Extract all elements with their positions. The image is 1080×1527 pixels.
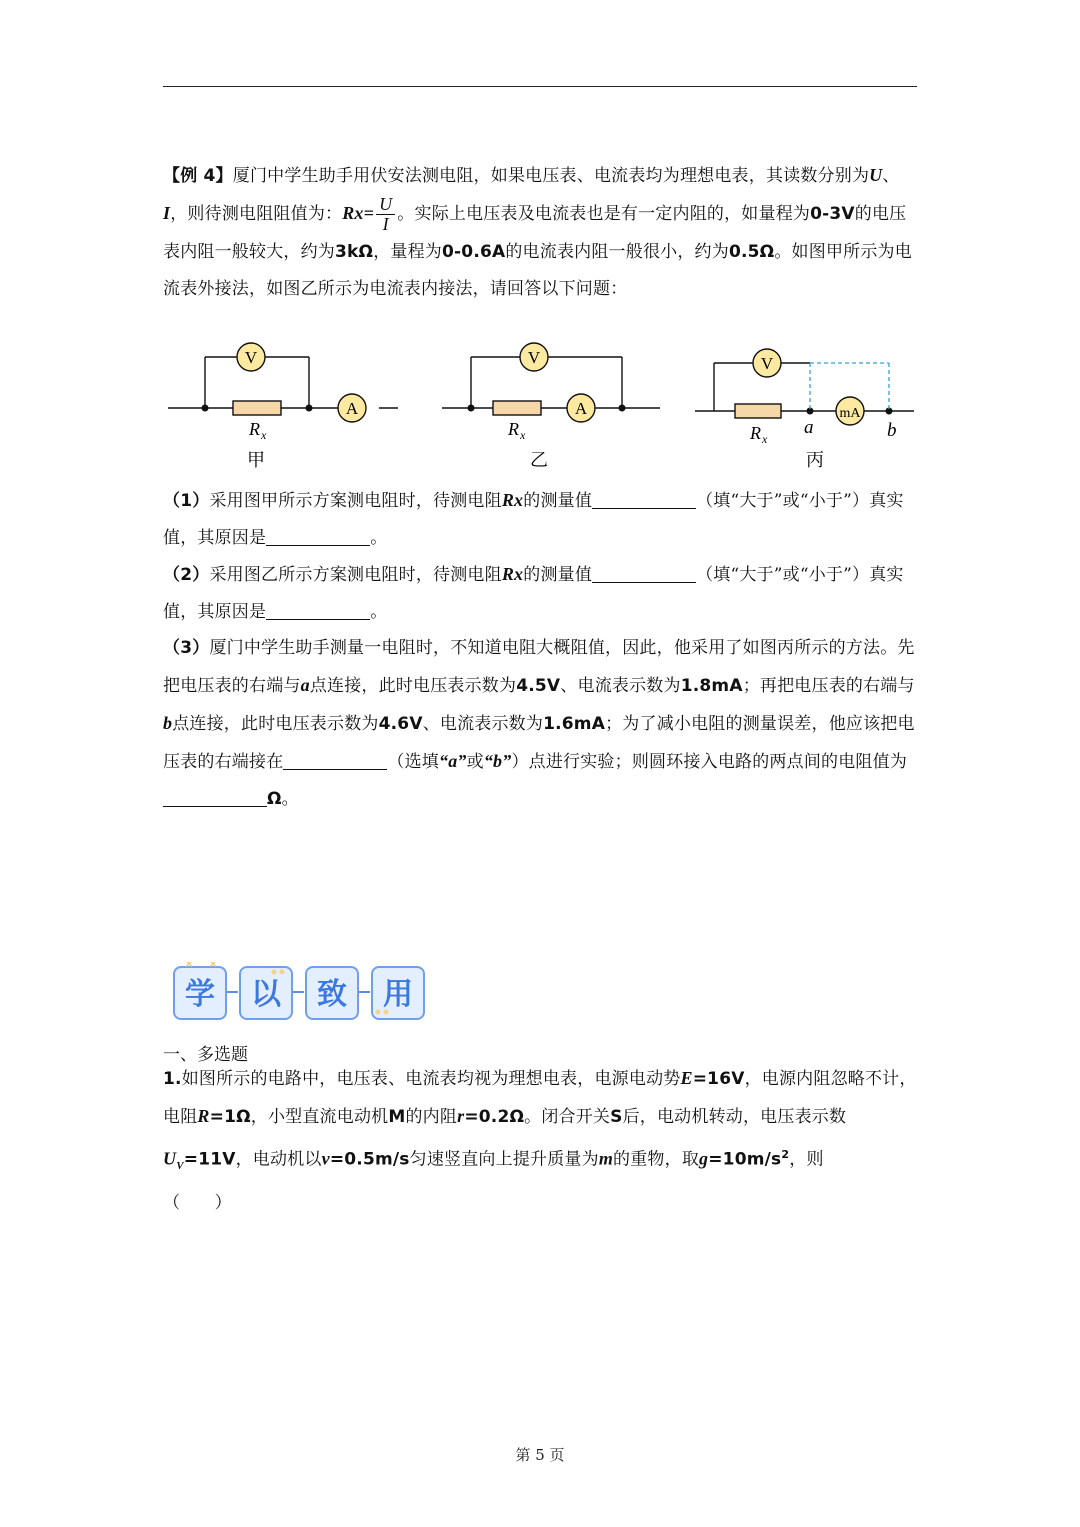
- caption-bing: 丙: [806, 450, 824, 470]
- svg-text:致: 致: [317, 977, 347, 1012]
- study-apply-badge: [170, 962, 430, 1030]
- svg-text:R: R: [508, 419, 519, 439]
- point-b-label: b: [887, 420, 897, 441]
- question-3: （3）厦门中学生助手测量一电阻时，不知道电阻大概阻值，因此，他采用了如图丙所示的方法。先把电压表的右端与a点连接，此时电压表示数为4.5V、电流表示数为1.8mA；再把电压表的右端与b点连接，此时电压表示数为4.6V、电流表示数为1.6mA；为了减小电阻的测量误差，他应该把电压表的右端接在 （选填“a”或“b”）点进行实验；则圆环接入电路的两点间的电阻值为Ω。: [163, 638, 915, 809]
- header-rule: [163, 86, 917, 87]
- answer-parentheses[interactable]: （ ）: [163, 1193, 232, 1214]
- svg-text:V: V: [760, 354, 774, 373]
- circuit-bing: [695, 349, 914, 425]
- u-over-i-fraction: $\frac{U}{I}$: [376, 195, 395, 234]
- svg-text:V: V: [527, 348, 541, 367]
- svg-text:mA: mA: [839, 406, 861, 421]
- svg-text:用: 用: [383, 977, 413, 1012]
- caption-yi: 乙: [530, 450, 548, 470]
- svg-text:✕: ✕: [208, 962, 219, 971]
- circuit-figure: [160, 335, 930, 475]
- problem-1: 1.如图所示的电路中，电压表、电流表均视为理想电表，电源电动势E=16V，电源内阻忽略不计，电阻R=1Ω，小型直流电动机M的内阻r=0.2Ω。闭合开关S后，电动机转动，电压表示数$U_V=11V$，电动机以v=0.5m/s匀速竖直向上提升质量为m的重物，取$g=10m/s^2$，则 （ ）: [163, 1068, 917, 1214]
- circuit-diagrams: [160, 335, 930, 479]
- answer-blank[interactable]: [163, 788, 267, 807]
- circuit-yi: [442, 343, 660, 422]
- svg-text:R: R: [750, 423, 761, 443]
- svg-text:学: 学: [185, 977, 215, 1012]
- caption-jia: 甲: [247, 450, 265, 470]
- svg-text:x: x: [762, 432, 768, 446]
- svg-text:A: A: [574, 399, 588, 418]
- svg-text:V: V: [244, 348, 258, 367]
- badge-graphic: [170, 962, 430, 1026]
- example-4-intro: 【例 4】厦门中学生助手用伏安法测电阻，如果电压表、电流表均为理想电表，其读数分别为U、I，则待测电阻阻值为：Rx= $\frac{U}{I}$ 。实际上电压表及电流表也是有一定内阻的，如量程为0-3V的电压表内阻一般较大，约为3kΩ，量程为0-0.6A的电流表内阻一般很小，约为0.5Ω。如图甲所示为电流表外接法，如图乙所示为电流表内接法，请回答以下问题：: [163, 165, 912, 299]
- answer-blank[interactable]: [266, 527, 370, 546]
- answer-blank[interactable]: [283, 751, 387, 770]
- rx-formula: Rx=: [342, 203, 375, 223]
- svg-text:以: 以: [251, 977, 281, 1012]
- page-footer: 第 5 页: [515, 1446, 565, 1464]
- circuit-jia: [168, 343, 398, 422]
- section-title: 一、多选题: [163, 1045, 248, 1065]
- example-label: 【例 4】: [163, 166, 233, 186]
- svg-text:R: R: [249, 419, 260, 439]
- answer-blank[interactable]: [266, 601, 370, 620]
- svg-text:✕: ✕: [184, 962, 195, 971]
- answer-blank[interactable]: [592, 490, 696, 509]
- point-a-label: a: [804, 417, 814, 438]
- question-2: （2）采用图乙所示方案测电阻时，待测电阻Rx的测量值 （填“大于”或“小于”）真实值，其原因是 。: [163, 564, 904, 622]
- svg-text:A: A: [345, 399, 359, 418]
- answer-blank[interactable]: [592, 564, 696, 583]
- question-1: （1）采用图甲所示方案测电阻时，待测电阻Rx的测量值 （填“大于”或“小于”）真实值，其原因是 。: [163, 490, 904, 548]
- svg-text:x: x: [261, 428, 267, 442]
- svg-text:x: x: [520, 428, 526, 442]
- page-number: 5: [535, 1446, 545, 1464]
